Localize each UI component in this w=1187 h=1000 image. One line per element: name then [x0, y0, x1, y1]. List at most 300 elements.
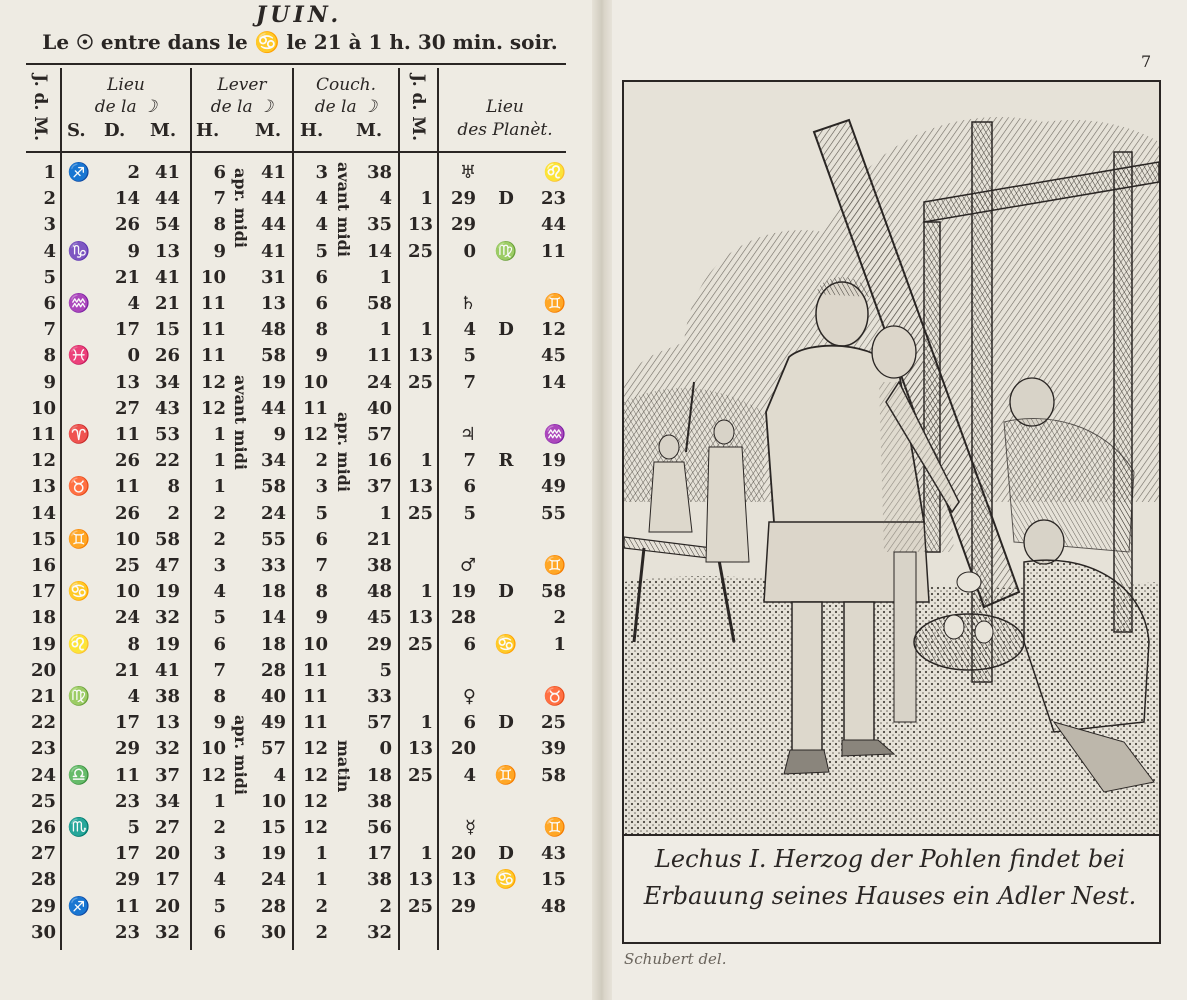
note-couch-matin: matin [334, 740, 353, 793]
cell-lm: 10 [260, 790, 286, 812]
cell-d: 9 [43, 371, 56, 393]
subheader-lever-minute: M. [255, 120, 282, 141]
cell-p1 [442, 658, 476, 684]
cell-min: 8 [167, 476, 180, 498]
cell-p3: 14 [540, 371, 566, 393]
cell-deg: 21 [114, 659, 140, 681]
engraving-drawing [624, 82, 1159, 834]
cell-p2: ♋ [494, 633, 518, 655]
cell-jd [401, 658, 433, 684]
cell-cm: 48 [366, 581, 392, 603]
cell-min: 44 [154, 188, 180, 210]
cell-lm: 48 [260, 319, 286, 341]
cell-cm: 11 [366, 345, 392, 367]
cell-deg: 4 [127, 686, 140, 707]
cell-p1: 0 [463, 240, 476, 262]
cell-lh: 5 [213, 607, 226, 629]
cell-lm: 9 [273, 424, 286, 445]
cell-d: 14 [30, 502, 56, 524]
cell-d: 27 [30, 843, 56, 865]
cell-deg: 24 [114, 607, 140, 629]
cell-p3: ♒ [543, 424, 566, 445]
cell-lm: 58 [260, 476, 286, 498]
cell-s [64, 212, 94, 238]
note-couch-avant-midi: avant midi [334, 162, 353, 257]
header-lever-2: de la ☽ [210, 97, 274, 117]
cell-s [64, 658, 94, 684]
cell-p3: 25 [540, 712, 566, 734]
cell-jd: 13 [407, 869, 433, 891]
cell-p1 [442, 920, 476, 946]
note-lever-avant-midi: avant midi [231, 375, 250, 470]
cell-p3: ♊ [543, 293, 566, 314]
cell-s: ♍ [67, 686, 91, 707]
cell-d: 25 [30, 790, 56, 812]
cell-p3: 43 [540, 843, 566, 865]
cell-d: 18 [30, 607, 56, 629]
cell-s: ♓ [67, 345, 91, 367]
cell-d: 6 [43, 293, 56, 314]
cell-p3: 49 [540, 476, 566, 498]
column-rule [190, 68, 192, 950]
header-rule-top [26, 63, 566, 65]
cell-lh: 1 [213, 450, 226, 472]
cell-ch: 10 [302, 633, 328, 655]
cell-s: ♈ [67, 424, 91, 445]
cell-jd: 1 [420, 450, 433, 472]
cell-p2: R [498, 450, 514, 472]
cell-s [64, 396, 94, 422]
cell-d: 10 [30, 397, 56, 419]
cell-lh: 1 [213, 790, 226, 812]
cell-min: 34 [154, 790, 180, 812]
cell-jd: 13 [407, 476, 433, 498]
cell-ch: 5 [315, 502, 328, 524]
cell-jd: 1 [420, 581, 433, 603]
cell-lm: 15 [260, 817, 286, 838]
cell-p1 [442, 789, 476, 815]
cell-p2 [488, 396, 524, 422]
cell-d: 1 [43, 162, 56, 183]
cell-cm: 1 [379, 319, 392, 341]
cell-s: ♐ [67, 162, 91, 183]
cell-ch: 3 [315, 162, 328, 183]
cell-p1: ♃ [459, 424, 476, 445]
subheader-couch-minute: M. [356, 120, 383, 141]
cell-p3: 45 [540, 345, 566, 367]
cell-ch: 3 [315, 476, 328, 498]
cell-lm: 28 [260, 659, 286, 681]
cell-cm: 14 [366, 240, 392, 262]
subheader-couch-heure: H. [300, 120, 324, 141]
header-jour-du-mois: J. d. M. [30, 74, 50, 142]
cell-p3 [524, 789, 566, 815]
cell-d: 3 [43, 214, 56, 236]
cell-cm: 4 [379, 188, 392, 210]
cell-jd [401, 527, 433, 553]
cell-p3: 12 [540, 319, 566, 341]
cell-d: 30 [30, 921, 56, 943]
cell-min: 13 [154, 712, 180, 734]
column-rule [292, 68, 294, 950]
cell-p3: 2 [553, 607, 566, 629]
cell-ch: 2 [315, 895, 328, 917]
cell-ch: 12 [302, 424, 328, 445]
cell-d: 29 [30, 895, 56, 917]
cell-p3: 48 [540, 895, 566, 917]
cell-deg: 5 [127, 817, 140, 838]
cell-deg: 10 [114, 528, 140, 550]
cell-p1: 7 [463, 450, 476, 472]
cell-jd: 25 [407, 895, 433, 917]
cell-cm: 33 [366, 686, 392, 707]
cell-s: ♐ [67, 895, 91, 917]
cell-s: ♋ [67, 581, 91, 603]
cell-min: 54 [154, 214, 180, 236]
cell-deg: 26 [114, 450, 140, 472]
cell-p2: ♍ [494, 240, 518, 262]
cell-ch: 11 [302, 686, 328, 707]
cell-jd: 13 [407, 345, 433, 367]
cell-cm: 56 [366, 817, 392, 838]
cell-p2 [488, 815, 524, 841]
cell-lh: 12 [200, 371, 226, 393]
cell-min: 15 [154, 319, 180, 341]
cell-min: 43 [154, 397, 180, 419]
cell-lh: 3 [213, 555, 226, 576]
cell-ch: 4 [315, 188, 328, 210]
cell-min: 38 [154, 686, 180, 707]
cell-lh: 5 [213, 895, 226, 917]
cell-d: 24 [30, 764, 56, 786]
cell-p1 [442, 265, 476, 291]
cell-p2 [488, 789, 524, 815]
cell-deg: 8 [127, 633, 140, 655]
cell-lm: 18 [260, 581, 286, 603]
cell-lh: 2 [213, 817, 226, 838]
cell-p2 [488, 684, 524, 710]
cell-cm: 57 [366, 424, 392, 445]
cell-p1: 20 [450, 738, 476, 760]
cell-lh: 6 [213, 162, 226, 183]
cell-p3 [524, 396, 566, 422]
cell-jd [401, 789, 433, 815]
cell-deg: 26 [114, 502, 140, 524]
cell-deg: 26 [114, 214, 140, 236]
cell-min: 53 [154, 424, 180, 445]
cell-lm: 57 [260, 738, 286, 760]
cell-ch: 5 [315, 240, 328, 262]
cell-cm: 1 [379, 266, 392, 288]
cell-deg: 25 [114, 555, 140, 576]
header-lieu-lune-1: Lieu [107, 75, 145, 95]
note-lever-apres-midi-1: apr. midi [231, 168, 250, 248]
cell-lm: 4 [273, 764, 286, 786]
cell-d: 22 [30, 712, 56, 734]
cell-p3: 11 [540, 240, 566, 262]
subheader-lever-heure: H. [196, 120, 220, 141]
cell-p2 [488, 605, 524, 631]
cell-lh: 4 [213, 869, 226, 891]
cell-p3: ♊ [543, 555, 566, 576]
cell-jd [401, 422, 433, 448]
cell-s [64, 501, 94, 527]
cell-s: ♊ [67, 528, 91, 550]
header-couch-2: de la ☽ [314, 97, 378, 117]
cell-min: 32 [154, 921, 180, 943]
cell-d: 8 [43, 345, 56, 367]
cell-deg: 14 [114, 188, 140, 210]
cell-d: 26 [30, 817, 56, 838]
cell-p1 [442, 527, 476, 553]
cell-min: 2 [167, 502, 180, 524]
cell-lm: 44 [260, 397, 286, 419]
cell-deg: 0 [127, 345, 140, 367]
cell-p3: 23 [540, 188, 566, 210]
cell-d: 23 [30, 738, 56, 760]
cell-ch: 2 [315, 921, 328, 943]
cell-p2 [488, 422, 524, 448]
cell-s [64, 265, 94, 291]
cell-lm: 19 [260, 371, 286, 393]
cell-min: 19 [154, 633, 180, 655]
cell-cm: 18 [366, 764, 392, 786]
cell-cm: 38 [366, 162, 392, 183]
cell-cm: 0 [379, 738, 392, 760]
cell-d: 12 [30, 450, 56, 472]
cell-min: 41 [154, 266, 180, 288]
cell-ch: 9 [315, 345, 328, 367]
cell-p3 [524, 920, 566, 946]
header-jour-du-mois-2: J. d. M. [408, 74, 428, 142]
cell-p2: ♋ [494, 869, 518, 891]
cell-min: 32 [154, 607, 180, 629]
cell-d: 17 [30, 581, 56, 603]
cell-ch: 12 [302, 790, 328, 812]
cell-p2 [488, 894, 524, 920]
cell-lh: 2 [213, 528, 226, 550]
cell-ch: 8 [315, 581, 328, 603]
cell-jd: 25 [407, 240, 433, 262]
cell-p2: D [498, 581, 514, 603]
cell-deg: 17 [114, 319, 140, 341]
cell-cm: 35 [366, 214, 392, 236]
cell-min: 47 [154, 555, 180, 576]
cell-ch: 4 [315, 214, 328, 236]
cell-p2 [488, 501, 524, 527]
header-rule-bottom [26, 151, 566, 153]
cell-p2 [488, 291, 524, 317]
caption-line-1: Lechus I. Herzog der Pohlen findet bei [654, 845, 1126, 873]
cell-lm: 28 [260, 895, 286, 917]
cell-d: 11 [30, 424, 56, 445]
cell-min: 32 [154, 738, 180, 760]
cell-lh: 10 [200, 266, 226, 288]
subheader-signe: S. [67, 120, 86, 141]
cell-ch: 9 [315, 607, 328, 629]
cell-cm: 29 [366, 633, 392, 655]
cell-s [64, 370, 94, 396]
cell-cm: 16 [366, 450, 392, 472]
cell-p1 [442, 396, 476, 422]
cell-s [64, 789, 94, 815]
cell-s [64, 553, 94, 579]
cell-jd: 1 [420, 712, 433, 734]
cell-p2 [488, 265, 524, 291]
cell-cm: 45 [366, 607, 392, 629]
cell-lm: 19 [260, 843, 286, 865]
cell-lh: 6 [213, 633, 226, 655]
cell-p3: 39 [540, 738, 566, 760]
cell-lm: 44 [260, 214, 286, 236]
cell-p2: ♊ [494, 764, 518, 786]
cell-s [64, 317, 94, 343]
cell-s [64, 841, 94, 867]
cell-jd [401, 684, 433, 710]
cell-deg: 17 [114, 843, 140, 865]
cell-cm: 38 [366, 790, 392, 812]
cell-ch: 12 [302, 764, 328, 786]
cell-s [64, 448, 94, 474]
cell-jd: 1 [420, 188, 433, 210]
cell-cm: 21 [366, 528, 392, 550]
cell-p1: 20 [450, 843, 476, 865]
cell-p1: ♅ [459, 162, 476, 183]
cell-lh: 4 [213, 581, 226, 603]
cell-lh: 1 [213, 424, 226, 445]
note-lever-apres-midi-2: apr. midi [231, 715, 250, 795]
artist-signature: Schubert del. [624, 950, 727, 968]
cell-min: 13 [154, 240, 180, 262]
cell-lm: 24 [260, 502, 286, 524]
cell-p1: 6 [463, 633, 476, 655]
cell-jd [401, 815, 433, 841]
cell-jd [401, 265, 433, 291]
cell-ch: 11 [302, 712, 328, 734]
cell-ch: 6 [315, 528, 328, 550]
cell-lh: 1 [213, 476, 226, 498]
cell-jd: 13 [407, 214, 433, 236]
cell-deg: 11 [114, 895, 140, 917]
cell-lh: 3 [213, 843, 226, 865]
cell-ch: 2 [315, 450, 328, 472]
cell-p2: D [498, 712, 514, 734]
cell-p1: 29 [450, 895, 476, 917]
cell-p3: 44 [540, 214, 566, 236]
cell-lh: 8 [213, 686, 226, 707]
cell-s: ♏ [67, 817, 91, 838]
cell-lh: 6 [213, 921, 226, 943]
cell-s [64, 736, 94, 762]
cell-p3: 19 [540, 450, 566, 472]
sun-entry-note: Le ☉ entre dans le ♋ le 21 à 1 h. 30 min. soir. [42, 30, 558, 54]
cell-lm: 34 [260, 450, 286, 472]
note-couch-apres-midi: apr. midi [334, 412, 353, 492]
cell-p3 [524, 527, 566, 553]
cell-p2 [488, 343, 524, 369]
cell-cm: 38 [366, 869, 392, 891]
cell-lm: 24 [260, 869, 286, 891]
cell-ch: 12 [302, 738, 328, 760]
cell-p1: 4 [463, 319, 476, 341]
cell-p2 [488, 370, 524, 396]
cell-d: 2 [43, 188, 56, 210]
cell-p1: ♂ [459, 555, 476, 576]
cell-min: 19 [154, 581, 180, 603]
subheader-degres: D. [104, 120, 126, 141]
cell-deg: 29 [114, 869, 140, 891]
cell-jd [401, 160, 433, 186]
cell-p1: 13 [450, 869, 476, 891]
cell-s: ♎ [67, 764, 91, 786]
cell-cm: 32 [366, 921, 392, 943]
cell-lh: 7 [213, 659, 226, 681]
cell-jd [401, 553, 433, 579]
cell-p3: ♌ [543, 162, 566, 183]
cell-cm: 17 [366, 843, 392, 865]
caption-line-2: Erbauung seines Hauses ein Adler Nest. [643, 882, 1137, 910]
cell-lm: 41 [260, 162, 286, 183]
cell-min: 34 [154, 371, 180, 393]
cell-s [64, 186, 94, 212]
cell-s: ♉ [67, 476, 91, 498]
cell-ch: 12 [302, 817, 328, 838]
cell-p1: 5 [463, 502, 476, 524]
cell-jd [401, 920, 433, 946]
cell-ch: 10 [302, 371, 328, 393]
cell-p1: 28 [450, 607, 476, 629]
month-title: JUIN. [255, 2, 343, 28]
cell-deg: 2 [127, 162, 140, 183]
cell-min: 20 [154, 843, 180, 865]
cell-deg: 23 [114, 790, 140, 812]
cell-s [64, 710, 94, 736]
header-lieu-planetes-2: des Planèt. [457, 120, 553, 140]
page-number: 7 [1141, 52, 1152, 71]
cell-min: 17 [154, 869, 180, 891]
cell-deg: 11 [114, 424, 140, 445]
cell-lh: 9 [213, 712, 226, 734]
cell-p3: ♉ [543, 686, 566, 707]
cell-cm: 37 [366, 476, 392, 498]
cell-deg: 17 [114, 712, 140, 734]
cell-min: 27 [154, 817, 180, 838]
cell-p3: 1 [553, 633, 566, 655]
cell-ch: 1 [315, 843, 328, 865]
cell-min: 26 [154, 345, 180, 367]
cell-lm: 41 [260, 240, 286, 262]
cell-d: 28 [30, 869, 56, 891]
cell-min: 41 [154, 659, 180, 681]
cell-ch: 11 [302, 397, 328, 419]
cell-lm: 49 [260, 712, 286, 734]
cell-lm: 44 [260, 188, 286, 210]
cell-d: 19 [30, 633, 56, 655]
cell-lm: 33 [260, 555, 286, 576]
cell-lm: 58 [260, 345, 286, 367]
column-rule [60, 68, 62, 950]
cell-s [64, 605, 94, 631]
cell-deg: 11 [114, 764, 140, 786]
cell-lh: 11 [200, 293, 226, 314]
cell-deg: 9 [127, 240, 140, 262]
cell-d: 15 [30, 528, 56, 550]
cell-p1: ☿ [464, 817, 476, 838]
cell-cm: 5 [379, 659, 392, 681]
engraving-illustration [622, 80, 1161, 836]
cell-lh: 8 [213, 214, 226, 236]
cell-p2: D [498, 843, 514, 865]
